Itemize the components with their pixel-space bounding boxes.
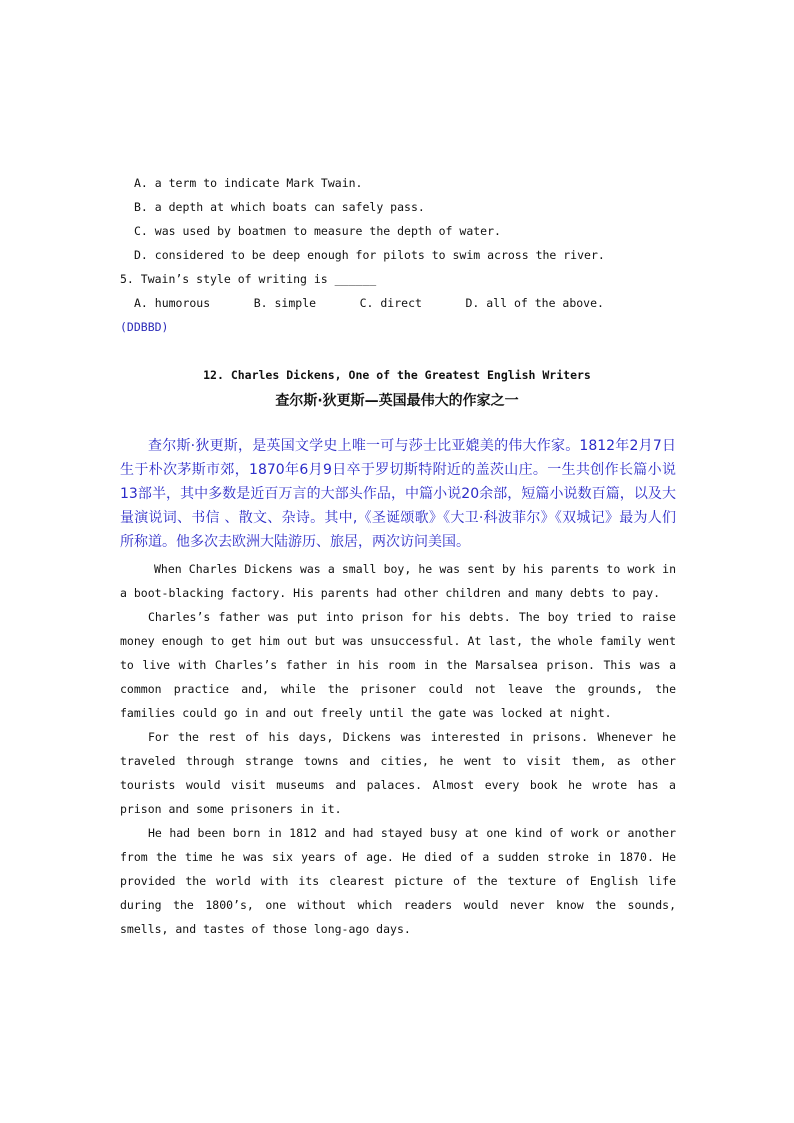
article-body xyxy=(120,557,676,941)
article-paragraph: For the rest of his days, Dickens was interested in prisons. Whenever he traveled through strange towns and cities, he went to visit them, as other tourists would visit museums and palaces. Almost every book he wrote has a prison and some prisoners in it. xyxy=(120,730,676,816)
q5-options xyxy=(134,296,604,310)
article-paragraph: When Charles Dickens was a small boy, he was sent by his parents to work in a boot-blacking factory. His parents had other children and many debts to pay. xyxy=(120,562,676,600)
q5-option-c: C. direct xyxy=(359,296,422,310)
q4-option-c: C. was used by boatmen to measure the depth of water. xyxy=(134,224,501,238)
q4-option-b: B. a depth at which boats can safely pass. xyxy=(134,200,425,214)
q5-option-a: A. humorous xyxy=(134,296,211,310)
article-title-en: 12. Charles Dickens, One of the Greatest English Writers xyxy=(203,368,591,382)
article-title-zh: 查尔斯·狄更斯—英国最伟大的作家之一 xyxy=(275,393,519,409)
answer-key: (DDBBD) xyxy=(120,320,169,334)
q4-option-d: D. considered to be deep enough for pilots to swim across the river. xyxy=(134,248,605,262)
q5-option-b: B. simple xyxy=(253,296,317,310)
article-paragraph: Charles’s father was put into prison for his debts. The boy tried to raise money enough to get him out but was unsuccessful. At last, the whole family went to live with Charles’s father in his room in the Marsalsea prison. This was a common practice and, while the prisoner could not leave the grounds, the families could go in and out freely until the gate was locked at night. xyxy=(120,610,676,720)
q5-stem: 5. Twain’s style of writing is ______ xyxy=(120,272,377,286)
q4-option-a: A. a term to indicate Mark Twain. xyxy=(134,176,363,190)
article-intro-zh: 查尔斯·狄更斯，是英国文学史上唯一可与莎士比亚媲美的伟大作家。1812年2月7日生于朴次茅斯市郊，1870年6月9日卒于罗切斯特附近的盖茨山庄。一生共创作长篇小说13部半，其中多数是近百万言的大部头作品，中篇小说20余部，短篇小说数百篇，以及大量演说词、书信 、散文、杂诗。其中,《圣诞颂歌》《大卫·科波菲尔》《双城记》最为人们所称道。他多次去欧洲大陆游历、旅居，两次访问美国。 xyxy=(120,438,676,550)
article-paragraph: He had been born in 1812 and had stayed busy at one kind of work or another from the time he was six years of age. He died of a sudden stroke in 1870. He provided the world with its clearest picture of the texture of English life during the 1800’s, one without which readers would never know the sounds, smells, and tastes of those long-ago days. xyxy=(120,826,676,936)
q5-option-d: D. all of the above. xyxy=(465,296,604,310)
